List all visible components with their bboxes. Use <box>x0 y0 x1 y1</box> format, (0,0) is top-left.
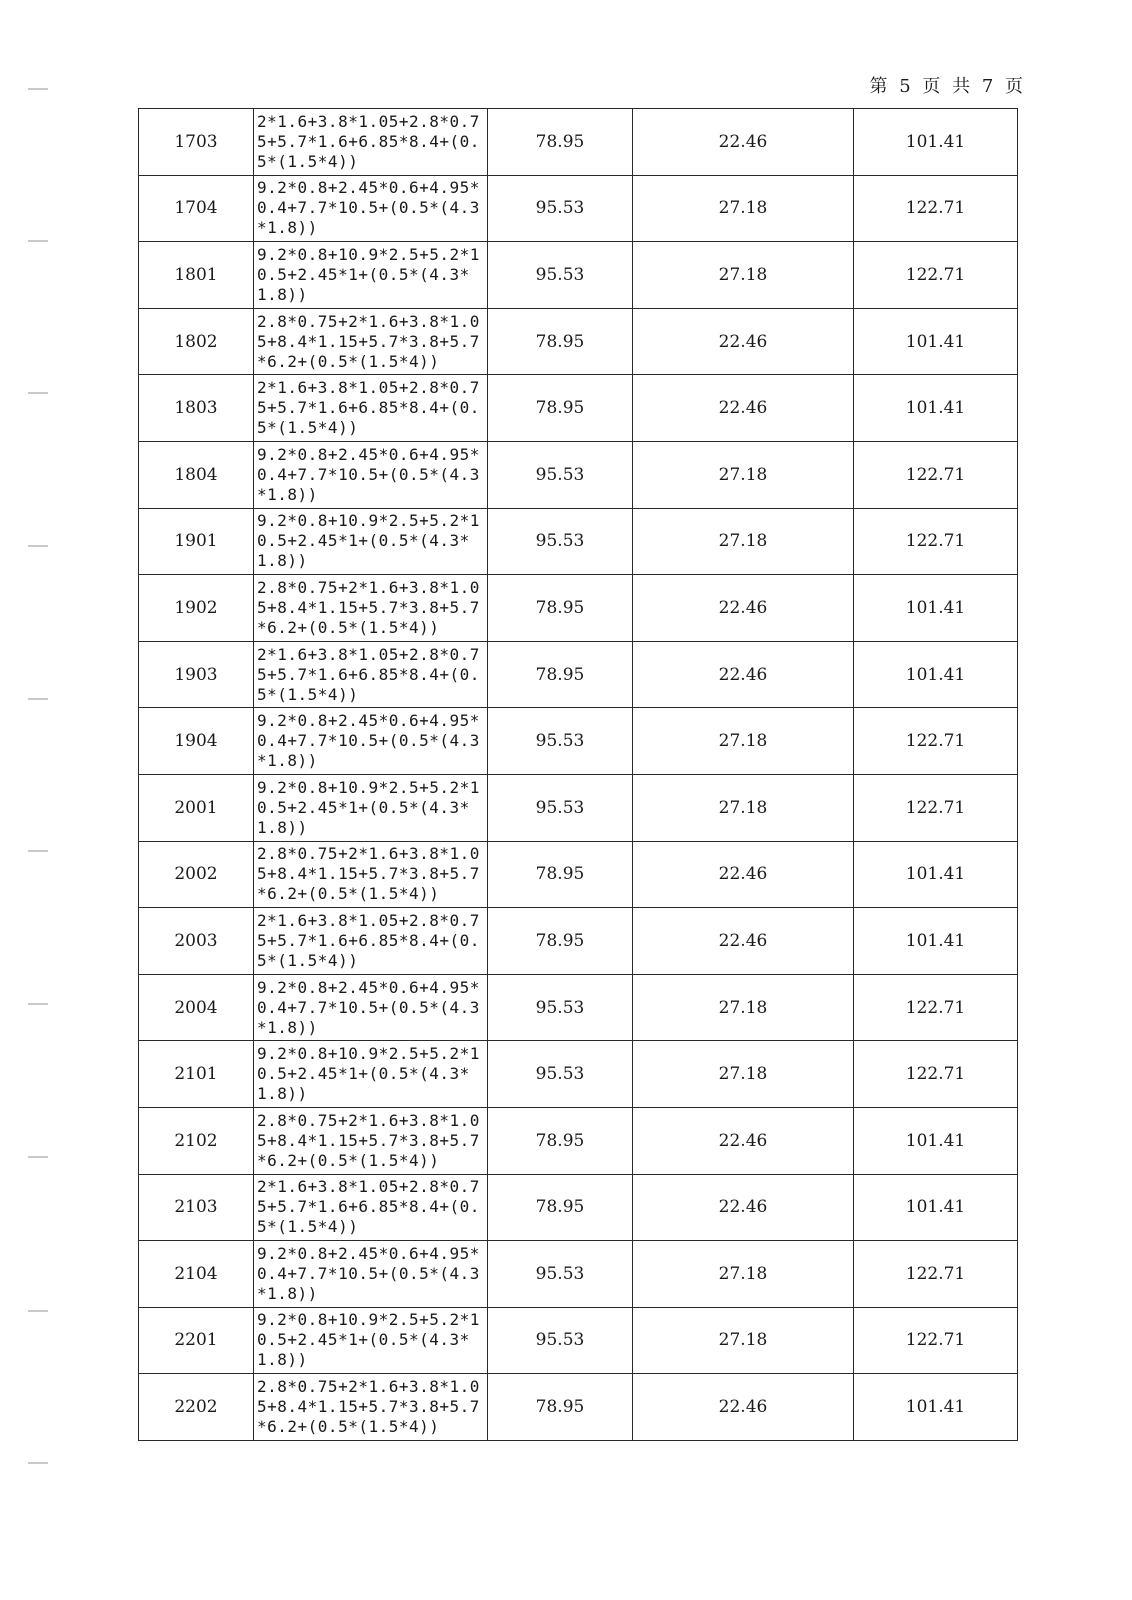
area-value-b-cell: 22.46 <box>633 1174 854 1241</box>
area-formula-cell: 2.8*0.75+2*1.6+3.8*1.05+8.4*1.15+5.7*3.8+5.7*6.2+(0.5*(1.5*4)) <box>254 841 488 908</box>
area-total-cell: 122.71 <box>854 441 1018 508</box>
area-value-a-cell: 78.95 <box>488 575 633 642</box>
area-value-a-cell: 78.95 <box>488 308 633 375</box>
area-value-a-cell: 95.53 <box>488 1241 633 1308</box>
area-formula-cell: 9.2*0.8+10.9*2.5+5.2*10.5+2.45*1+(0.5*(4.3*1.8)) <box>254 1041 488 1108</box>
table-row <box>139 575 1018 642</box>
room-number-cell: 1802 <box>139 308 254 375</box>
scan-mark <box>28 1003 48 1005</box>
table-row <box>139 175 1018 242</box>
area-value-a-cell: 95.53 <box>488 242 633 309</box>
scan-mark <box>28 1310 48 1312</box>
area-value-b-cell: 22.46 <box>633 575 854 642</box>
area-formula-cell: 9.2*0.8+10.9*2.5+5.2*10.5+2.45*1+(0.5*(4.3*1.8)) <box>254 508 488 575</box>
page-indicator: 第 5 页 共 7 页 <box>869 76 1026 97</box>
area-value-b-cell: 27.18 <box>633 508 854 575</box>
room-number-cell: 2101 <box>139 1041 254 1108</box>
scan-mark <box>28 850 48 852</box>
area-formula-cell: 2*1.6+3.8*1.05+2.8*0.75+5.7*1.6+6.85*8.4+(0.5*(1.5*4)) <box>254 908 488 975</box>
room-number-cell: 1801 <box>139 242 254 309</box>
table-row <box>139 1174 1018 1241</box>
area-value-b-cell: 22.46 <box>633 308 854 375</box>
area-value-a-cell: 95.53 <box>488 508 633 575</box>
area-value-b-cell: 27.18 <box>633 441 854 508</box>
area-formula-cell: 9.2*0.8+2.45*0.6+4.95*0.4+7.7*10.5+(0.5*(4.3*1.8)) <box>254 974 488 1041</box>
table-row <box>139 974 1018 1041</box>
area-value-a-cell: 78.95 <box>488 109 633 176</box>
room-number-cell: 2104 <box>139 1241 254 1308</box>
area-total-cell: 101.41 <box>854 308 1018 375</box>
table-row <box>139 841 1018 908</box>
area-formula-cell: 9.2*0.8+10.9*2.5+5.2*10.5+2.45*1+(0.5*(4.3*1.8)) <box>254 1307 488 1374</box>
area-value-b-cell: 27.18 <box>633 1241 854 1308</box>
area-total-cell: 122.71 <box>854 774 1018 841</box>
area-value-a-cell: 78.95 <box>488 908 633 975</box>
area-total-cell: 101.41 <box>854 109 1018 176</box>
area-value-a-cell: 78.95 <box>488 1174 633 1241</box>
area-total-cell: 122.71 <box>854 1241 1018 1308</box>
area-formula-cell: 2*1.6+3.8*1.05+2.8*0.75+5.7*1.6+6.85*8.4+(0.5*(1.5*4)) <box>254 109 488 176</box>
area-formula-cell: 2*1.6+3.8*1.05+2.8*0.75+5.7*1.6+6.85*8.4+(0.5*(1.5*4)) <box>254 375 488 442</box>
room-number-cell: 2002 <box>139 841 254 908</box>
area-value-a-cell: 78.95 <box>488 1374 633 1441</box>
area-formula-cell: 9.2*0.8+10.9*2.5+5.2*10.5+2.45*1+(0.5*(4.3*1.8)) <box>254 242 488 309</box>
table-row <box>139 641 1018 708</box>
area-value-b-cell: 27.18 <box>633 974 854 1041</box>
area-value-b-cell: 27.18 <box>633 1041 854 1108</box>
area-total-cell: 122.71 <box>854 1307 1018 1374</box>
area-formula-cell: 2*1.6+3.8*1.05+2.8*0.75+5.7*1.6+6.85*8.4+(0.5*(1.5*4)) <box>254 641 488 708</box>
area-value-b-cell: 22.46 <box>633 109 854 176</box>
table-row <box>139 1107 1018 1174</box>
table-row <box>139 708 1018 775</box>
table-row <box>139 908 1018 975</box>
room-number-cell: 2003 <box>139 908 254 975</box>
area-value-a-cell: 78.95 <box>488 841 633 908</box>
room-number-cell: 2103 <box>139 1174 254 1241</box>
area-value-b-cell: 27.18 <box>633 242 854 309</box>
area-value-b-cell: 22.46 <box>633 375 854 442</box>
area-formula-cell: 2.8*0.75+2*1.6+3.8*1.05+8.4*1.15+5.7*3.8+5.7*6.2+(0.5*(1.5*4)) <box>254 575 488 642</box>
area-value-a-cell: 95.53 <box>488 175 633 242</box>
area-formula-cell: 2*1.6+3.8*1.05+2.8*0.75+5.7*1.6+6.85*8.4+(0.5*(1.5*4)) <box>254 1174 488 1241</box>
room-number-cell: 1704 <box>139 175 254 242</box>
area-total-cell: 101.41 <box>854 575 1018 642</box>
room-number-cell: 1903 <box>139 641 254 708</box>
area-value-b-cell: 27.18 <box>633 175 854 242</box>
room-number-cell: 1901 <box>139 508 254 575</box>
area-formula-cell: 9.2*0.8+2.45*0.6+4.95*0.4+7.7*10.5+(0.5*(4.3*1.8)) <box>254 441 488 508</box>
area-value-a-cell: 95.53 <box>488 708 633 775</box>
room-number-cell: 1804 <box>139 441 254 508</box>
area-total-cell: 122.71 <box>854 508 1018 575</box>
area-total-cell: 101.41 <box>854 841 1018 908</box>
table-row <box>139 1307 1018 1374</box>
room-number-cell: 1904 <box>139 708 254 775</box>
room-number-cell: 2202 <box>139 1374 254 1441</box>
area-value-a-cell: 95.53 <box>488 1041 633 1108</box>
table-row <box>139 774 1018 841</box>
table-row <box>139 109 1018 176</box>
scan-mark <box>28 1156 48 1158</box>
area-value-b-cell: 22.46 <box>633 641 854 708</box>
scan-mark <box>28 1462 48 1464</box>
area-value-b-cell: 22.46 <box>633 841 854 908</box>
room-number-cell: 2102 <box>139 1107 254 1174</box>
area-total-cell: 122.71 <box>854 974 1018 1041</box>
area-total-cell: 122.71 <box>854 708 1018 775</box>
room-number-cell: 1803 <box>139 375 254 442</box>
scan-mark <box>28 698 48 700</box>
area-total-cell: 101.41 <box>854 908 1018 975</box>
area-value-b-cell: 27.18 <box>633 708 854 775</box>
scan-mark <box>28 392 48 394</box>
area-total-cell: 101.41 <box>854 641 1018 708</box>
area-value-a-cell: 95.53 <box>488 774 633 841</box>
area-formula-cell: 9.2*0.8+2.45*0.6+4.95*0.4+7.7*10.5+(0.5*(4.3*1.8)) <box>254 708 488 775</box>
table-row <box>139 1374 1018 1441</box>
area-value-a-cell: 78.95 <box>488 641 633 708</box>
room-number-cell: 2004 <box>139 974 254 1041</box>
area-total-cell: 101.41 <box>854 1374 1018 1441</box>
scan-mark <box>28 88 48 90</box>
area-value-a-cell: 78.95 <box>488 1107 633 1174</box>
area-formula-cell: 2.8*0.75+2*1.6+3.8*1.05+8.4*1.15+5.7*3.8+5.7*6.2+(0.5*(1.5*4)) <box>254 1374 488 1441</box>
table-row <box>139 308 1018 375</box>
area-formula-cell: 2.8*0.75+2*1.6+3.8*1.05+8.4*1.15+5.7*3.8+5.7*6.2+(0.5*(1.5*4)) <box>254 1107 488 1174</box>
area-total-cell: 122.71 <box>854 242 1018 309</box>
area-value-a-cell: 78.95 <box>488 375 633 442</box>
area-table <box>138 108 1018 1441</box>
table-row <box>139 242 1018 309</box>
table-row <box>139 508 1018 575</box>
area-value-b-cell: 27.18 <box>633 774 854 841</box>
room-number-cell: 1902 <box>139 575 254 642</box>
scan-mark <box>28 240 48 242</box>
area-total-cell: 101.41 <box>854 1107 1018 1174</box>
area-value-b-cell: 27.18 <box>633 1307 854 1374</box>
area-value-b-cell: 22.46 <box>633 1374 854 1441</box>
area-value-a-cell: 95.53 <box>488 1307 633 1374</box>
area-value-a-cell: 95.53 <box>488 974 633 1041</box>
area-total-cell: 122.71 <box>854 1041 1018 1108</box>
table-row <box>139 441 1018 508</box>
table-body <box>139 109 1018 1441</box>
table-row <box>139 1041 1018 1108</box>
area-value-b-cell: 22.46 <box>633 1107 854 1174</box>
room-number-cell: 2201 <box>139 1307 254 1374</box>
area-value-b-cell: 22.46 <box>633 908 854 975</box>
table-row <box>139 375 1018 442</box>
area-formula-cell: 9.2*0.8+2.45*0.6+4.95*0.4+7.7*10.5+(0.5*(4.3*1.8)) <box>254 1241 488 1308</box>
table-row <box>139 1241 1018 1308</box>
area-formula-cell: 9.2*0.8+10.9*2.5+5.2*10.5+2.45*1+(0.5*(4.3*1.8)) <box>254 774 488 841</box>
scan-mark <box>28 545 48 547</box>
area-value-a-cell: 95.53 <box>488 441 633 508</box>
room-number-cell: 2001 <box>139 774 254 841</box>
area-total-cell: 101.41 <box>854 375 1018 442</box>
area-total-cell: 101.41 <box>854 1174 1018 1241</box>
area-formula-cell: 9.2*0.8+2.45*0.6+4.95*0.4+7.7*10.5+(0.5*(4.3*1.8)) <box>254 175 488 242</box>
room-number-cell: 1703 <box>139 109 254 176</box>
area-formula-cell: 2.8*0.75+2*1.6+3.8*1.05+8.4*1.15+5.7*3.8+5.7*6.2+(0.5*(1.5*4)) <box>254 308 488 375</box>
area-total-cell: 122.71 <box>854 175 1018 242</box>
